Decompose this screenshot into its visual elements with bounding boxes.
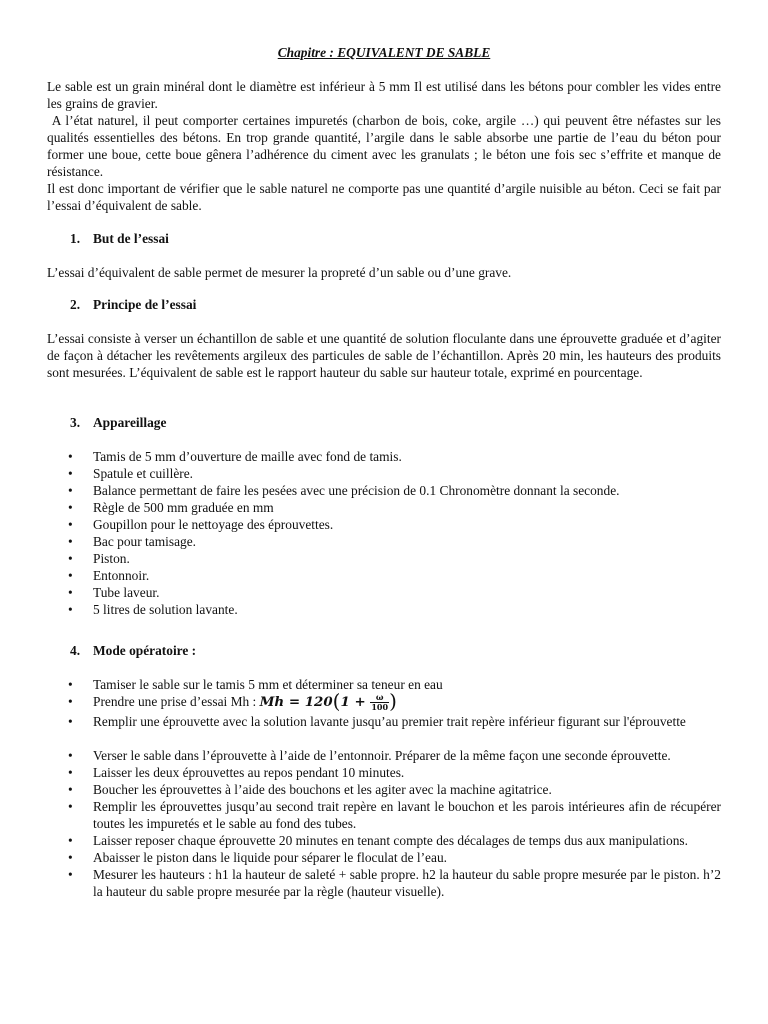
formula-open-paren: ( — [332, 689, 341, 713]
section-title: Mode opératoire : — [93, 643, 197, 658]
formula-inner: 1 + — [340, 694, 371, 710]
fraction-denominator: 100 — [371, 702, 389, 712]
section-heading-mode — [70, 642, 196, 659]
but-text: L’essai d’équivalent de sable permet de mesurer la propreté d’un sable ou d’une grave. — [47, 265, 512, 280]
list-item: • Laisser les deux éprouvettes au repos pendant 10 minutes. — [93, 764, 721, 781]
list-item: • Laisser reposer chaque éprouvette 20 minutes en tenant compte des décalages de temps dus aux manipulations. — [93, 832, 721, 849]
list-item: • Verser le sable dans l’éprouvette à l’aide de l’entonnoir. Préparer de la même façon une seconde éprouvette. — [93, 747, 721, 764]
list-item: • Piston. — [93, 550, 721, 567]
section-number: 2. — [70, 297, 81, 312]
list-item: • Bac pour tamisage. — [93, 533, 721, 550]
list-item: • Mesurer les hauteurs : h1 la hauteur de saleté + sable propre. h2 la hauteur du sable propre mesurée par le piston. h’2 la hauteur du sable propre mesurée par la règle (hauteur visuelle). — [93, 866, 721, 900]
principe-text: L’essai consiste à verser un échantillon de sable et une quantité de solution floculante dans une éprouvette graduée et d’agiter de façon à détacher les revêtements argileux des particules de sable de l’échantillon. Après 20 min, les hauteurs des produits sont mesurées. L’équivalent de sable est le rapport hauteur du sable sur hauteur totale, exprimé en pourcentage. — [47, 331, 721, 380]
section-heading-principe — [70, 296, 196, 313]
list-item: • Boucher les éprouvettes à l’aide des bouchons et les agiter avec la machine agitatrice. — [93, 781, 721, 798]
list-item: • Remplir les éprouvettes jusqu’au second trait repère en lavant le bouchon et les parois intérieures afin de récupérer toutes les impuretés et le sable au fond des tubes. — [93, 798, 721, 832]
list-item: • Remplir une éprouvette avec la solution lavante jusqu’au premier trait repère inférieur figurant sur l'éprouvette — [93, 713, 721, 730]
intro-paragraph-1: Le sable est un grain minéral dont le diamètre est inférieur à 5 mm Il est utilisé dans les bétons pour combler les vides entre les grains de gravier. — [47, 79, 721, 111]
section-heading-appareillage — [70, 414, 166, 431]
section-title: But de l’essai — [93, 231, 169, 246]
fraction-numerator: ω — [370, 693, 389, 703]
list-item: • Entonnoir. — [93, 567, 721, 584]
list-item: • Tamis de 5 mm d’ouverture de maille avec fond de tamis. — [93, 448, 721, 465]
list-item: • Balance permettant de faire les pesées avec une précision de 0.1 Chronomètre donnant la seconde. — [93, 482, 721, 499]
section-heading-but — [70, 230, 169, 247]
intro-text — [47, 78, 725, 214]
section-number: 1. — [70, 231, 81, 246]
appareillage-list — [93, 448, 721, 618]
formula-close-paren: ) — [389, 689, 397, 713]
intro-paragraph-3: Il est donc important de vérifier que le sable naturel ne comporte pas une quantité d’argile nuisible au béton. Ceci se fait par l’essai d’équivalent de sable. — [47, 181, 721, 213]
list-item: • Abaisser le piston dans le liquide pour séparer le floculat de l’eau. — [93, 849, 721, 866]
chapter-title: Chapitre : EQUIVALENT DE SABLE — [277, 45, 491, 60]
list-item: • 5 litres de solution lavante. — [93, 601, 721, 618]
formula-lhs: Mh = 120 — [259, 694, 333, 710]
section-number: 4. — [70, 643, 81, 658]
section-title: Appareillage — [93, 415, 167, 430]
mode-operatoire-list — [93, 676, 721, 900]
list-item: • Tube laveur. — [93, 584, 721, 601]
section-title: Principe de l’essai — [93, 297, 197, 312]
formula-mh — [259, 689, 397, 713]
list-item-formula — [93, 689, 721, 713]
intro-paragraph-2: A l’état naturel, il peut comporter certaines impuretés (charbon de bois, coke, argile …) qui peuvent être néfastes sur les qualités essentielles des bétons. En trop grande quantité, l’argile dans le sable absorbe une partie de l’eau du béton pour former une boue, cette boue gênera l’adhérence du ciment avec les granulats ; le béton une fois sec s’effrite et manque de résistance. — [47, 113, 725, 179]
list-item: • Tamiser le sable sur le tamis 5 mm et déterminer sa teneur en eau — [93, 676, 721, 693]
list-item: • Goupillon pour le nettoyage des éprouvettes. — [93, 516, 721, 533]
list-item: • Règle de 500 mm graduée en mm — [93, 499, 721, 516]
list-item-text: Prendre une prise d’essai Mh : — [93, 694, 260, 709]
formula-fraction — [370, 693, 389, 712]
section-number: 3. — [70, 415, 81, 430]
list-item: • Spatule et cuillère. — [93, 465, 721, 482]
